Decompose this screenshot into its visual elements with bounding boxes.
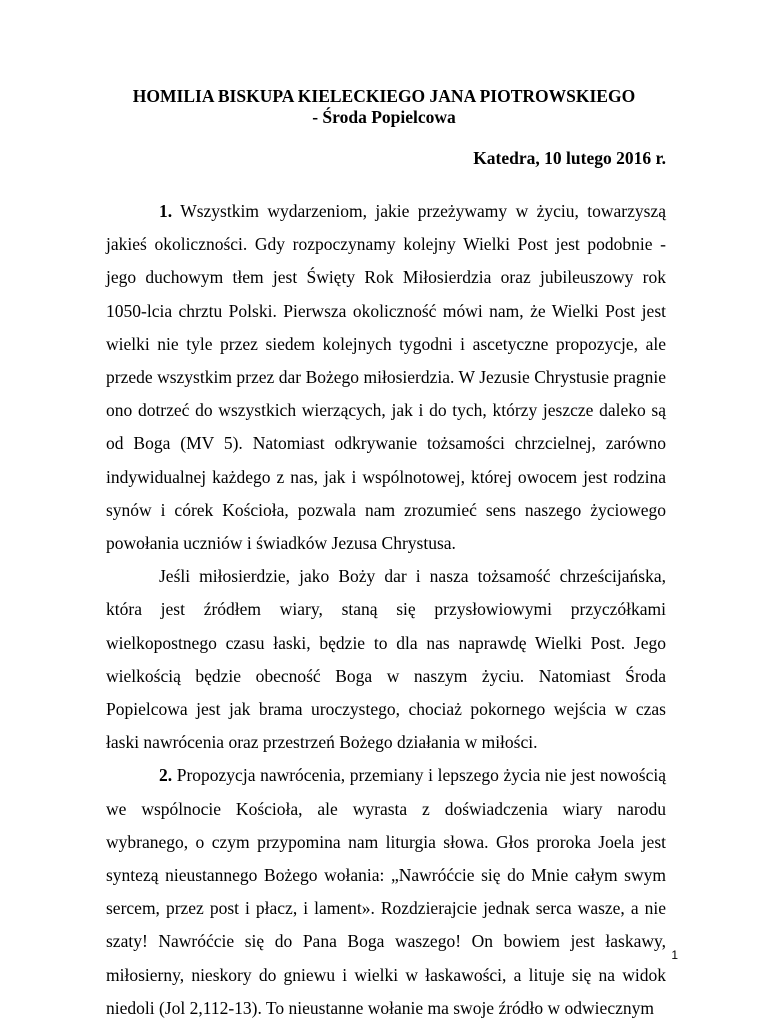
paragraph-number: 1. (159, 201, 173, 221)
page-number: 1 (671, 948, 678, 962)
paragraph-text: Jeśli miłosierdzie, jako Boży dar i nasza tożsamość chrześcijańska, która jest źródłem wiary, staną się przysłowiowymi przyczółkami wielkopostnego czasu łaski, będzie to dla nas naprawdę Wielki Post. Jego wielkością będzie obecność Boga w naszym życiu. Natomiast Środa Popielcowa jest jak brama uroczystego, chociaż pokornego wejścia w czas łaski nawrócenia oraz przestrzeń Bożego działania w miłości. (106, 566, 666, 753)
paragraph-text: Propozycja nawrócenia, przemiany i lepszego życia nie jest nowością we wspólnocie Kościoła, ale wyrasta z doświadczenia wiary narodu wybranego, o czym przypomina nam liturgia słowa. Głos proroka Joela jest syntezą nieustannego Bożego wołania: „Nawróćcie się do Mnie całym swym sercem, przez post i płacz, i lament». Rozdzierajcie jednak serca wasze, a nie szaty! Nawróćcie się do Pana Boga waszego! On bowiem jest łaskawy, miłosierny, nieskory do gniewu i wielki w łaskawości, a lituje się na widok niedoli (Jol 2,112-13). To nieustanne wołanie ma swoje źródło w odwiecznym (106, 765, 666, 1018)
document-subtitle: - Środa Popielcowa (312, 107, 456, 127)
document-body (106, 195, 666, 1025)
document-title: HOMILIA BISKUPA KIELECKIEGO JANA PIOTROWSKIEGO (132, 86, 636, 106)
paragraph-number: 2. (159, 765, 173, 786)
place-and-date: Katedra, 10 lutego 2016 r. (473, 148, 666, 168)
paragraph-1 (106, 195, 666, 560)
paragraph-2 (106, 560, 666, 759)
paragraph-3 (106, 759, 666, 1025)
paragraph-text: Wszystkim wydarzeniom, jakie przeżywamy w życiu, towarzyszą jakieś okoliczności. Gdy rozpoczynamy kolejny Wielki Post jest podobnie - jego duchowym tłem jest Święty Rok Miłosierdzia oraz jubileuszowy rok 1050-lcia chrztu Polski. Pierwsza okoliczność mówi nam, że Wielki Post jest wielki nie tyle przez siedem kolejnych tygodni i ascetyczne propozycje, ale przede wszystkim przez dar Bożego miłosierdzia. W Jezusie Chrystusie pragnie ono dotrzeć do wszystkich wierzących, jak i do tych, którzy jeszcze daleko są od Boga (MV 5). Natomiast odkrywanie tożsamości chrzcielnej, zarówno indywidualnej każdego z nas, jak i wspólnotowej, której owocem jest rodzina synów i córek Kościoła, pozwala nam zrozumieć sens naszego życiowego powołania uczniów i świadków Jezusa Chrystusa. (106, 201, 666, 554)
